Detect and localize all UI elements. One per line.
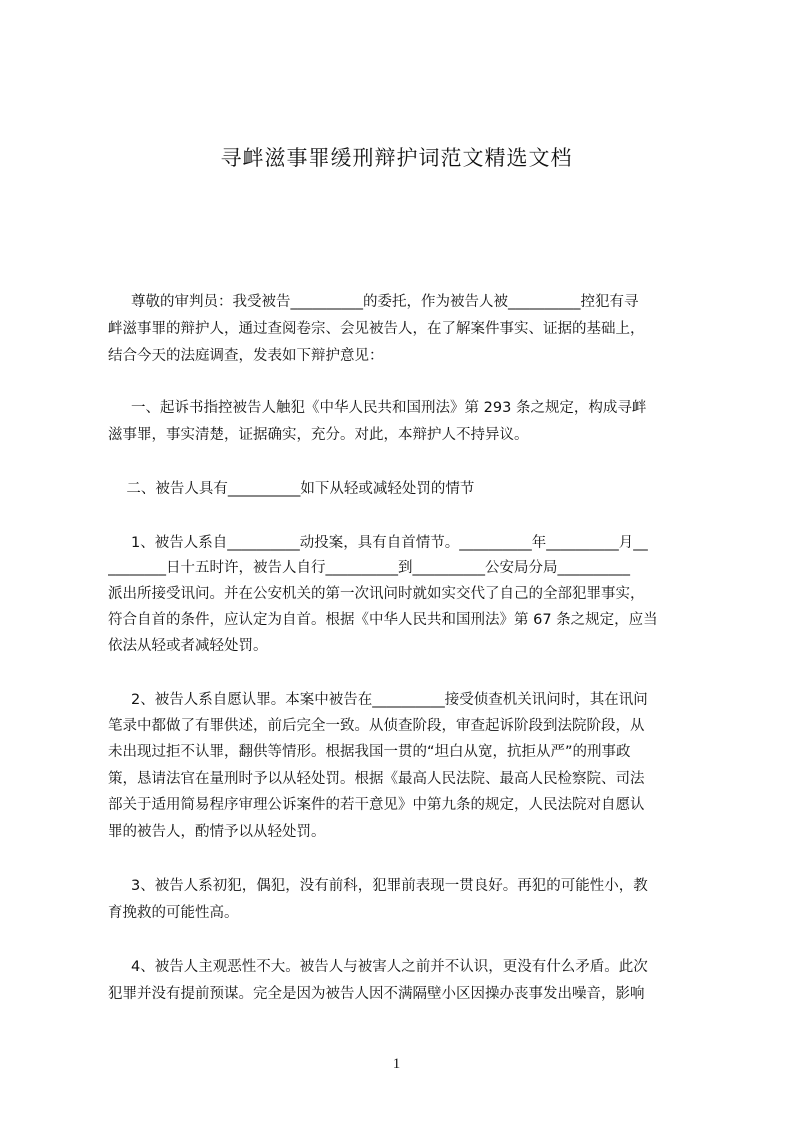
paragraph-line: 依法从轻或者减轻处罚。 (108, 638, 268, 654)
paragraph-line: 1、被告人系自__________动投案，具有自首情节。__________年__________月__ (108, 535, 648, 551)
page-number: 1 (392, 1056, 401, 1072)
paragraph-line: 策，恳请法官在量刑时予以从轻处罚。根据《最高人民法院、最高人民检察院、司法 (108, 771, 645, 787)
paragraph-line: 滋事罪，事实清楚，证据确实，充分。对此，本辩护人不持异议。 (108, 427, 529, 443)
paragraph-line: 部关于适用简易程序审理公诉案件的若干意见》中第九条的规定，人民法院对自愿认 (108, 797, 645, 813)
paragraph-line: 笔录中都做了有罪供述，前后完全一致。从侦查阶段，审查起诉阶段到法院阶段，从 (108, 718, 645, 734)
paragraph-line: 4、被告人主观恶性不大。被告人与被害人之前并不认识，更没有什么矛盾。此次 (108, 959, 648, 975)
paragraph-line: ________日十五时许，被告人自行__________到__________公安局分局__________ (108, 560, 630, 576)
paragraph-line: 尊敬的审判员：我受被告__________的委托，作为被告人被__________控犯有寻 (108, 294, 639, 310)
paragraph-line: 一、起诉书指控被告人触犯《中华人民共和国刑法》第 293 条之规定，构成寻衅 (108, 400, 647, 416)
paragraph-line: 罪的被告人，酌情予以从轻处罚。 (108, 824, 326, 840)
paragraph-line: 衅滋事罪的辩护人，通过查阅卷宗、会见被告人，在了解案件事实、证据的基础上， (108, 321, 645, 337)
paragraph-line: 犯罪并没有提前预谋。完全是因为被告人因不满隔壁小区因操办丧事发出噪音，影响 (108, 986, 645, 1002)
paragraph-line: 未出现过拒不认罪，翻供等情形。根据我国一贯的“坦白从宽，抗拒从严”的刑事政 (108, 744, 631, 760)
section-heading: 二、被告人具有__________如下从轻或减轻处罚的情节 (108, 481, 475, 497)
paragraph-line: 育挽救的可能性高。 (108, 905, 239, 921)
paragraph-line: 符合自首的条件，应认定为自首。根据《中华人民共和国刑法》第 67 条之规定，应当 (108, 612, 658, 628)
paragraph-line: 结合今天的法庭调查，发表如下辩护意见： (108, 348, 384, 364)
paragraph-line: 3、被告人系初犯，偶犯，没有前科，犯罪前表现一贯良好。再犯的可能性小，教 (108, 878, 648, 894)
document-title: 寻衅滋事罪缓刑辩护词范文精选文档 (220, 146, 573, 170)
paragraph-line: 派出所接受讯问。并在公安机关的第一次讯问时就如实交代了自己的全部犯罪事实， (108, 586, 645, 602)
paragraph-line: 2、被告人系自愿认罪。本案中被告在__________接受侦查机关讯问时，其在讯问 (108, 692, 648, 708)
